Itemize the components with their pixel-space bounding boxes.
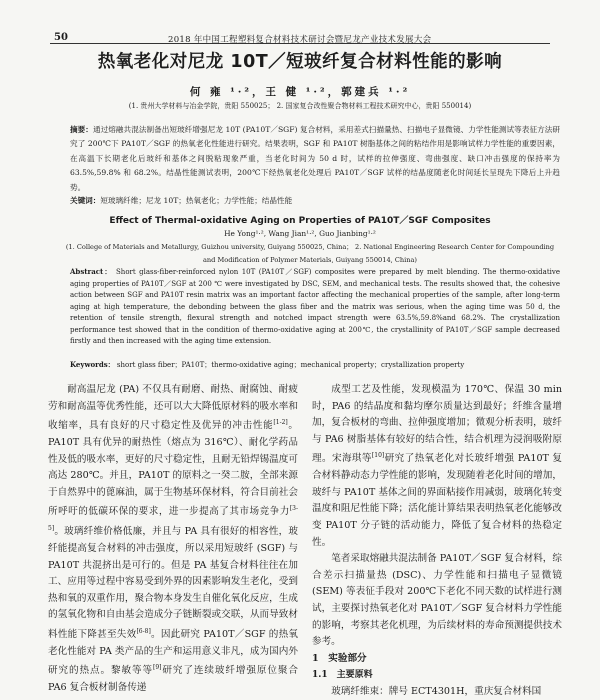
body-column-left [48, 382, 299, 694]
citation: [1-2] [273, 419, 288, 427]
english-authors: He Yong¹·², Wang Jian¹·², Guo Jianbing¹·² [224, 229, 376, 238]
body-text: 。PA10T 具有优异的耐热性（熔点为 316℃）、耐化学药品性及低的吸水率，更好的尺寸稳定性，且耐无铅焊锡温度可高达 280℃。并且，PA10T 的原料之一癸二胺，全部来源于自然界中的蓖麻油，属于生物基环保材料，符合目前社会所呼吁的低碳环保的要求，进一步提高了其市场竞争力 [48, 420, 299, 518]
subsection-heading: 1.1 主要原料 [312, 670, 373, 681]
body-paragraph: 玻璃纤维束：牌号 ECT4301H，重庆复合材料国 [331, 685, 542, 697]
journal-name: 2018 年中国工程塑料复合材料技术研讨会暨尼龙产业技术发展大会 [168, 35, 432, 45]
body-text: 耐高温尼龙 (PA) 不仅具有耐磨、耐热、耐腐蚀、耐疲劳和耐高温等优秀性能，还可以大大降低原材料的吸水率和收缩率，具有良好的尺寸稳定性及优异的冲击性能 [48, 384, 298, 432]
chinese-keywords-label: 关键词： [70, 196, 101, 205]
english-keywords [70, 360, 560, 370]
english-abstract [70, 266, 560, 358]
english-keywords-label: Keywords： [70, 360, 115, 369]
chinese-authors: 何 雍 ¹·²，王 健 ¹·²，郭建兵 ¹·² [189, 86, 411, 98]
chinese-title: 热氧老化对尼龙 10T／短玻纤复合材料性能的影响 [97, 52, 503, 72]
citation: [9] [153, 664, 162, 672]
running-header [50, 14, 550, 44]
chinese-abstract [70, 123, 560, 195]
chinese-abstract-label: 摘要： [70, 125, 93, 134]
body-text: 研究了热氧老化对长玻纤增强 PA10T 复合材料静动态力学性能的影响，发现随着老化时间的增加，玻纤与 PA10T 基体之间的界面粘接作用减弱，玻璃化转变温度和阻尼性能下降；活化能计算结果表明热氧老化能够改变 PA10T 分子链的活动能力，降低了复合材料的热稳定性。 [312, 453, 562, 548]
english-abstract-text: Short glass-fiber-reinforced nylon 10T (PA10T／SGF) composites were prepared by melt blending. The thermo-oxidative aging properties of PA10T／SGF at 200 ℃ were investigated by DSC, SEM, and mechanical tests. The results showed that, the cohesive action between SGF and PA10T resin matrix was an important factor affecting the mechanical properties of the sample, after long-term aging at high temperature, the debonding between the glass fiber and the matrix was serious, when the aging time was 50 d, the retention of tensile strength, flexural strength and notched impact strength were 63.5%,59.8%and 68.2%. The crystallization performance test showed that in the condition of thermo-oxidative aging at 200℃, the crystallinity of PA10T／SGF sample decreased firstly and then increased with the aging time extension. [70, 268, 560, 345]
citation: [3-5] [48, 505, 298, 533]
section-heading: 1 实验部分 [312, 652, 367, 664]
body-paragraph: 笔者采取熔融共混法制备 PA10T／SGF 复合材料，综合差示扫描量热 (DSC)、力学性能和扫描电子显微镜 (SEM) 等表征手段对 200℃下老化不同天数的试样进行测试，主要探讨热氧老化对 PA10T／SGF 复合材料力学性能的影响，考察其老化机理，为后续材料的寿命预测提供技术参考。 [312, 553, 562, 648]
page-number: 50 [54, 32, 68, 43]
body-paragraph [48, 382, 298, 697]
citation: [6-8] [136, 627, 151, 635]
chinese-affiliation: (1. 贵州大学材料与冶金学院，贵阳 550025； 2. 国家复合改性聚合物材料工程技术研究中心，贵阳 550014) [128, 102, 472, 110]
chinese-abstract-text: 通过熔融共混法制备出短玻纤增强尼龙 10T (PA10T／SGF) 复合材料，采用差式扫描量热、扫描电子显微镜、力学性能测试等表征方法研究了 200℃下 PA10T／SGF 的热氧老化性能进行研究。结果表明，SGF 和 PA10T 树脂基体之间的粘结作用是影响试样力学性能的重要因素，在高温下长期老化后玻纤和基体之间脱粘现象严重，当老化时间为 50 d 时，试样的拉伸强度、弯曲强度、缺口冲击强度的保持率为 63.5%,59.8% 和 68.2%。结晶性能测试表明，200℃下经热氧老化处理后 PA10T／SGF 试样的结晶度随老化时间延长呈现先下降后上升趋势。 [70, 125, 560, 192]
chinese-keywords-text: 短玻璃纤维；尼龙 10T；热氧老化；力学性能；结晶性能 [100, 196, 293, 205]
body-text: 研究了连续玻纤增强原位聚合 PA6 复合板材制备传递 [48, 665, 298, 694]
body-paragraph [312, 382, 562, 551]
body-column-right [312, 382, 562, 697]
body-text: 。因此研究 PA10T／SGF 的热氧老化性能对 PA 类产品的生产和运用意义非凡，成为国内外研究的热点。黎敏等等 [48, 629, 299, 677]
body-text: 。玻璃纤维价格低廉，并且与 PA 具有很好的相容性，玻纤能提高复合材料的冲击强度，所以采用短玻纤 (SGF) 与 PA10T 共混挤出是可行的。但是 PA 基复合材料往往在加工、应用等过程中容易受到外界的因素影响发生老化，受到热和氧的双重作用，聚合物本身发生自催化氧化反应，生成的氢氧化物和自由基会造成分子链断裂或交联，从而导致材料性能下降甚至失效 [48, 526, 298, 641]
english-abstract-label: Abstract： [70, 267, 113, 276]
citation: [10] [371, 452, 385, 460]
body-text: 成型工艺及性能，发现模温为 170℃、保温 30 min 时，PA6 的结晶度和黏均摩尔质量达到最好；纤维含量增加，复合板材的弯曲、拉伸强度增加；微观分析表明，玻纤与 PA6 树脂基体有较好的结合性，结合机理为浸润吸附原理。宋海琪等 [312, 384, 562, 465]
english-keywords-text: short glass fiber；PA10T；thermo-oxidative aging；mechanical property；crystallization property [116, 361, 465, 369]
english-affiliation: (1. College of Materials and Metallurgy, Guizhou university, Guiyang 550025, China； 2. National Engineering Research Center for Compounding and Modification of Polymer Materials, Guiyang 550014, China) [65, 243, 555, 264]
chinese-keywords [70, 195, 560, 206]
english-title: Effect of Thermal-oxidative Aging on Properties of PA10T／SGF Composites [109, 216, 491, 226]
